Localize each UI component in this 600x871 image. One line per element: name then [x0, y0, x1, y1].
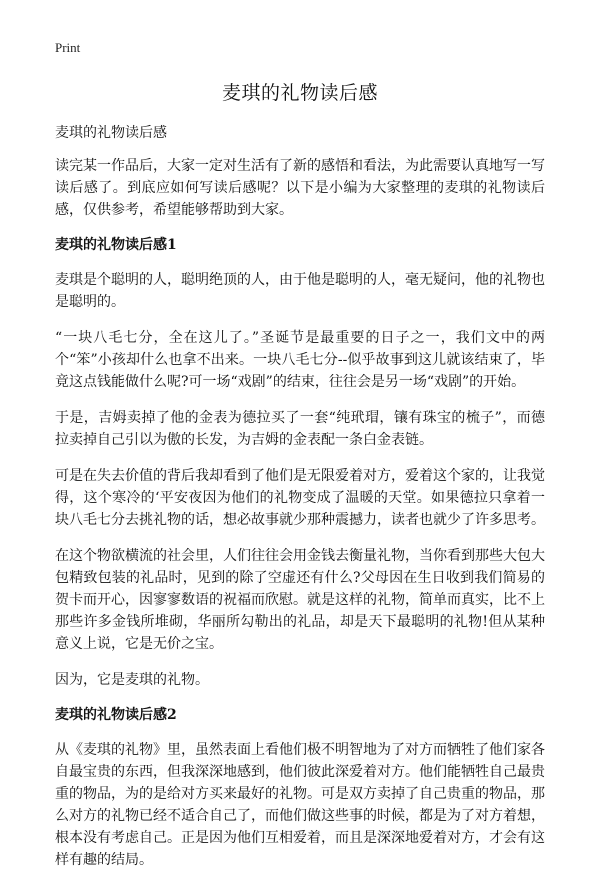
article-subtitle: 麦琪的礼物读后感 — [55, 125, 167, 141]
section-heading-1: 麦琪的礼物读后感1 — [55, 237, 177, 253]
section-1-paragraph-4: 可是在失去价值的背后我却看到了他们是无限爱着对方，爱着这个家的，让我觉得，这个寒冷的‘平安夜因为他们的礼物变成了温暖的天堂。如果德拉只拿着一块八毛七分去挑礼物的话，想必故事就少那种震撼力，读者也就少了许多思考。 — [55, 468, 545, 528]
section-1-paragraph-3: 于是，吉姆卖掉了他的金表为德拉买了一套“纯玳瑁，镶有珠宝的梳子”，而德拉卖掉自己引以为傲的长发，为吉姆的金表配一条白金表链。 — [55, 410, 545, 448]
intro-paragraph: 读完某一作品后，大家一定对生活有了新的感悟和看法，为此需要认真地写一写读后感了。到底应如何写读后感呢？以下是小编为大家整理的麦琪的礼物读后感，仅供参考，希望能够帮助到大家。 — [55, 158, 545, 218]
print-link[interactable]: Print — [55, 40, 81, 55]
section-heading-2: 麦琪的礼物读后感2 — [55, 707, 177, 723]
section-1-paragraph-5: 在这个物欲横流的社会里，人们往往会用金钱去衡量礼物，当你看到那些大包大包精致包装的礼品时，见到的除了空虚还有什么?父母因在生日收到我们简易的贺卡而开心，因寥寥数语的祝福而欣慰。就是这样的礼物，简单而真实，比不上那些许多金钱所堆砌，华丽所勾勒出的礼品，却是天下最聪明的礼物!但从某种意义上说，它是无价之宝。 — [55, 548, 545, 652]
section-2-paragraph-1: 从《麦琪的礼物》里，虽然表面上看他们极不明智地为了对方而牺牲了他们家各自最宝贵的东西，但我深深地感到，他们彼此深爱着对方。他们能牺牲自己最贵重的物品，为的是给对方买来最好的礼物。可是双方卖掉了自己贵重的物品，那么对方的礼物已经不适合自己了，而他们做这些事的时候，都是为了对方着想，根本没有考虑自己。正是因为他们互相爱着，而且是深深地爱着对方，才会有这样有趣的结局。 — [55, 742, 545, 868]
page-title: 麦琪的礼物读后感 — [221, 82, 378, 104]
section-1-paragraph-2: “一块八毛七分，全在这儿了。”圣诞节是最重要的日子之一，我们文中的两个“笨”小孩却什么也拿不出来。一块八毛七分--似乎故事到这儿就该结束了，毕竟这点钱能做什么呢?可一场“戏剧”的结束，往往会是另一场“戏剧”的开始。 — [55, 330, 545, 390]
section-1-paragraph-1: 麦琪是个聪明的人，聪明绝顶的人，由于他是聪明的人，毫无疑问，他的礼物也是聪明的。 — [55, 272, 545, 310]
section-1-paragraph-6: 因为，它是麦琪的礼物。 — [55, 672, 209, 688]
